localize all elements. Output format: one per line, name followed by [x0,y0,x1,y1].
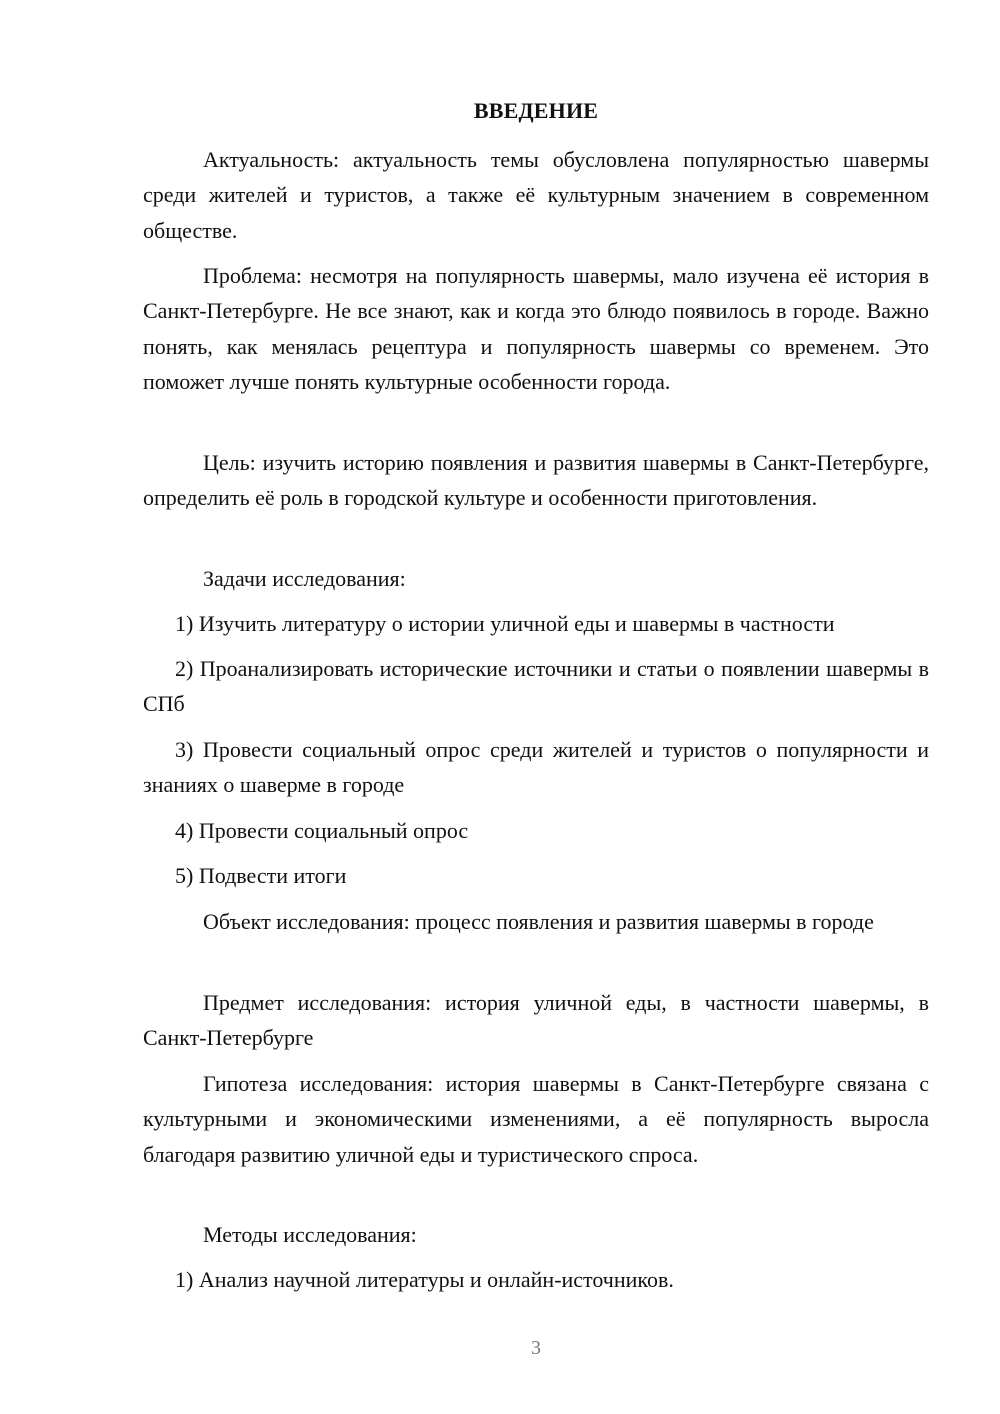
task-item-1: 1) Изучить литературу о истории уличной еды и шавермы в частности [175,611,835,636]
methods-heading: Методы исследования: [203,1222,417,1247]
section-title: ВВЕДЕНИЕ [473,98,599,123]
task-item-5: 5) Подвести итоги [175,863,347,888]
tasks-heading: Задачи исследования: [203,566,406,591]
hypothesis-paragraph: Гипотеза исследования: история шавермы в Санкт-Петербурге связана с культурными и экономическими изменениями, а её популярность выросла благодаря развитию уличной еды и туристического спроса. [143,1071,929,1167]
problem-paragraph: Проблема: несмотря на популярность шавермы, мало изучена её история в Санкт-Петербурге. Не все знают, как и когда это блюдо появилось в городе. Важно понять, как менялась рецептура и популярность шавермы со временем. Это поможет лучше понять культурные особенности города. [143,263,929,395]
goal-paragraph: Цель: изучить историю появления и развития шавермы в Санкт-Петербурге, определить её роль в городской культуре и особенности приготовления. [143,450,929,511]
relevance-paragraph: Актуальность: актуальность темы обусловлена популярностью шавермы среди жителей и туристов, а также её культурным значением в современном обществе. [143,147,929,243]
task-item-3: 3) Провести социальный опрос среди жителей и туристов о популярности и знаниях о шаверме в городе [143,737,929,798]
page-number: 3 [531,1337,541,1359]
subject-paragraph: Предмет исследования: история уличной еды, в частности шавермы, в Санкт-Петербурге [143,990,929,1051]
method-item-1: 1) Анализ научной литературы и онлайн-источников. [175,1267,674,1292]
task-item-4: 4) Провести социальный опрос [175,818,469,843]
object-paragraph: Объект исследования: процесс появления и развития шавермы в городе [203,909,874,934]
task-item-2: 2) Проанализировать исторические источники и статьи о появлении шавермы в СПб [143,656,929,717]
